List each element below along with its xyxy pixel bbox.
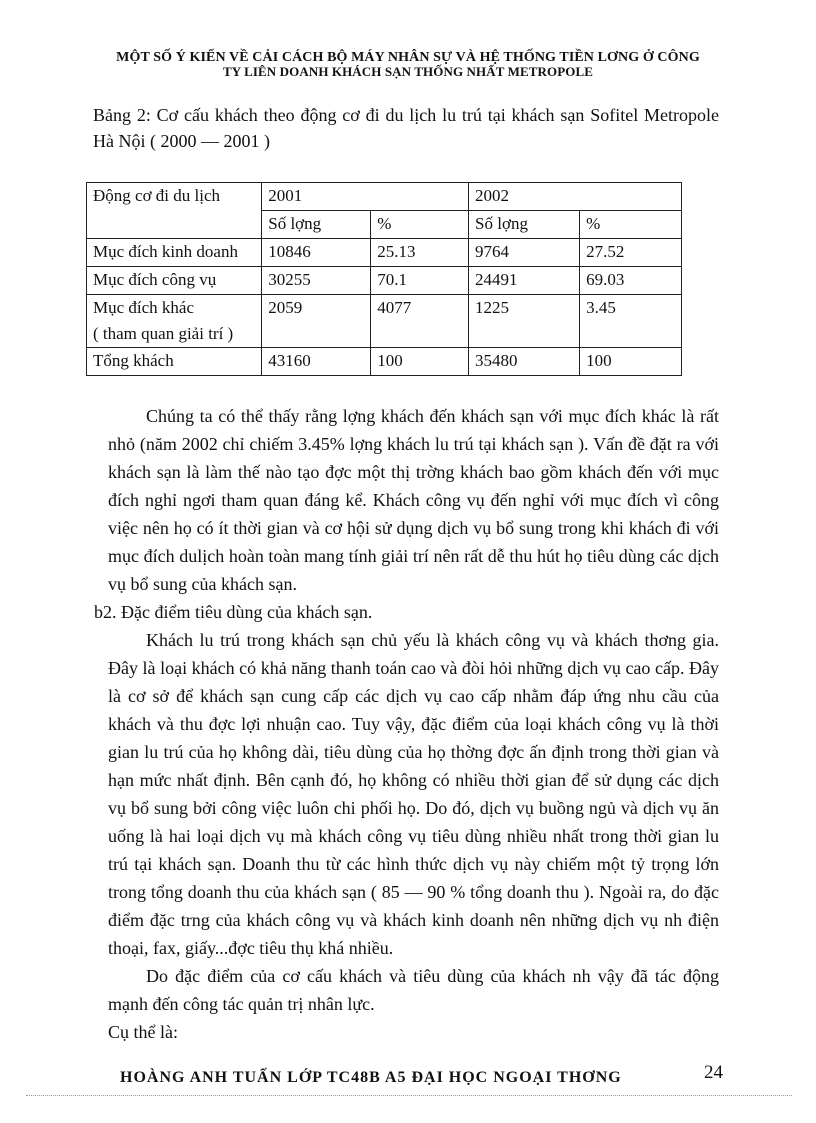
subheader-percent-2002: % xyxy=(580,211,682,239)
cell-count-2002: 1225 xyxy=(469,295,580,348)
cell-percent-2002: 3.45 xyxy=(580,295,682,348)
paragraph-4: Cụ thể là: xyxy=(108,1022,178,1042)
cell-percent-2001: 100 xyxy=(371,348,469,376)
cell-count-2001: 43160 xyxy=(262,348,371,376)
subheader-count-2001: Số lợng xyxy=(262,211,371,239)
header-year-2002: 2002 xyxy=(469,183,682,211)
paragraph-2: Khách lu trú trong khách sạn chủ yếu là khách công vụ và khách thơng gia. Đây là loại khách có khả năng thanh toán cao và đòi hỏi những dịch vụ cao cấp. Đây là cơ sở để khách sạn cung cấp các dịch vụ cao cấp nhằm đáp ứng nhu cầu của khách và thu đợc lợi nhuận cao. Tuy vậy, đặc điểm của loại khách công vụ là thời gian lu trú của họ không dài, tiêu dùng của họ thờng đợc ấn định trong thời gian và hạn mức nhất định. Bên cạnh đó, họ không có nhiều thời gian để sử dụng các dịch vụ bổ sung bởi công việc luôn chi phối họ. Do đó, dịch vụ buồng ngủ và dịch vụ ăn uống là hai loại dịch vụ mà khách công vụ tiêu dùng nhiều nhất trong thời gian lu trú tại khách sạn. Doanh thu từ các hình thức dịch vụ này chiếm một tỷ trọng lớn trong tổng doanh thu của khách sạn ( 85 — 90 % tổng doanh thu ). Ngoài ra, do đặc điểm đặc trng của khách công vụ và khách kinh doanh nên những dịch vụ nh điện thoại, fax, giấy...đợc tiêu thụ khá nhiều. xyxy=(108,630,719,958)
page-number: 24 xyxy=(704,1062,723,1083)
cell-percent-2001: 70.1 xyxy=(371,267,469,295)
cell-count-2001: 30255 xyxy=(262,267,371,295)
section-heading-b2: b2. Đặc điểm tiêu dùng của khách sạn. xyxy=(94,602,373,622)
page-footer xyxy=(120,1062,723,1086)
table-row-total xyxy=(87,348,682,376)
running-header-line-2: TY LIÊN DOANH KHÁCH SẠN THỐNG NHẤT METROPOLE xyxy=(222,64,593,79)
cell-count-2001: 10846 xyxy=(262,239,371,267)
table-row xyxy=(87,267,682,295)
subheader-percent-2001: % xyxy=(371,211,469,239)
cell-count-2002: 24491 xyxy=(469,267,580,295)
table-row xyxy=(87,295,682,348)
footer-divider xyxy=(26,1095,792,1096)
row-label-line-2: ( tham quan giải trí ) xyxy=(93,324,234,343)
subheader-count-2002: Số lợng xyxy=(469,211,580,239)
footer-author: HOÀNG ANH TUẤN LỚP TC48B A5 ĐẠI HỌC NGOẠI THƠNG xyxy=(120,1069,622,1086)
row-label xyxy=(87,295,262,348)
header-year-2001: 2001 xyxy=(262,183,469,211)
paragraph-1: Chúng ta có thể thấy rằng lợng khách đến khách sạn với mục đích khác là rất nhỏ (năm 2002 chỉ chiếm 3.45% lợng khách lu trú tại khách sạn ). Vấn đề đặt ra với khách sạn là làm thế nào tạo đợc một thị trờng khách bao gồm khách đến với mục đích nghỉ ngơi tham quan đáng kể. Khách công vụ đến nghỉ với mục đích vì công việc nên họ có ít thời gian và cơ hội sử dụng dịch vụ bổ sung trong khi khách đi với mục đích dulịch hoàn toàn mang tính giải trí nên rất dễ thu hút họ tiêu dùng các dịch vụ bổ sung của khách sạn. xyxy=(108,406,719,594)
header-travel-motive: Động cơ đi du lịch xyxy=(87,183,262,239)
cell-percent-2002: 27.52 xyxy=(580,239,682,267)
cell-count-2001: 2059 xyxy=(262,295,371,348)
cell-percent-2001: 4077 xyxy=(371,295,469,348)
row-label: Mục đích công vụ xyxy=(87,267,262,295)
cell-percent-2001: 25.13 xyxy=(371,239,469,267)
running-header-line-1: MỘT SỐ Ý KIẾN VỀ CẢI CÁCH BỘ MÁY NHÂN SỰ VÀ HỆ THỐNG TIỀN LƠNG Ở CÔNG xyxy=(116,50,700,65)
guest-structure-table xyxy=(86,182,682,376)
row-label: Mục đích kinh doanh xyxy=(87,239,262,267)
body-text xyxy=(94,402,719,1046)
table-caption: Bảng 2: Cơ cấu khách theo động cơ đi du lịch lu trú tại khách sạn Sofitel Metropole Hà Nội ( 2000 — 2001 ) xyxy=(93,105,719,151)
table-header-row xyxy=(87,183,682,211)
row-label-line-1: Mục đích khác xyxy=(93,298,195,317)
cell-percent-2002: 100 xyxy=(580,348,682,376)
cell-count-2002: 9764 xyxy=(469,239,580,267)
row-label: Tổng khách xyxy=(87,348,262,376)
cell-count-2002: 35480 xyxy=(469,348,580,376)
paragraph-3: Do đặc điểm của cơ cấu khách và tiêu dùng của khách nh vậy đã tác động mạnh đến công tác quản trị nhân lực. xyxy=(108,966,719,1014)
cell-percent-2002: 69.03 xyxy=(580,267,682,295)
table-row xyxy=(87,239,682,267)
